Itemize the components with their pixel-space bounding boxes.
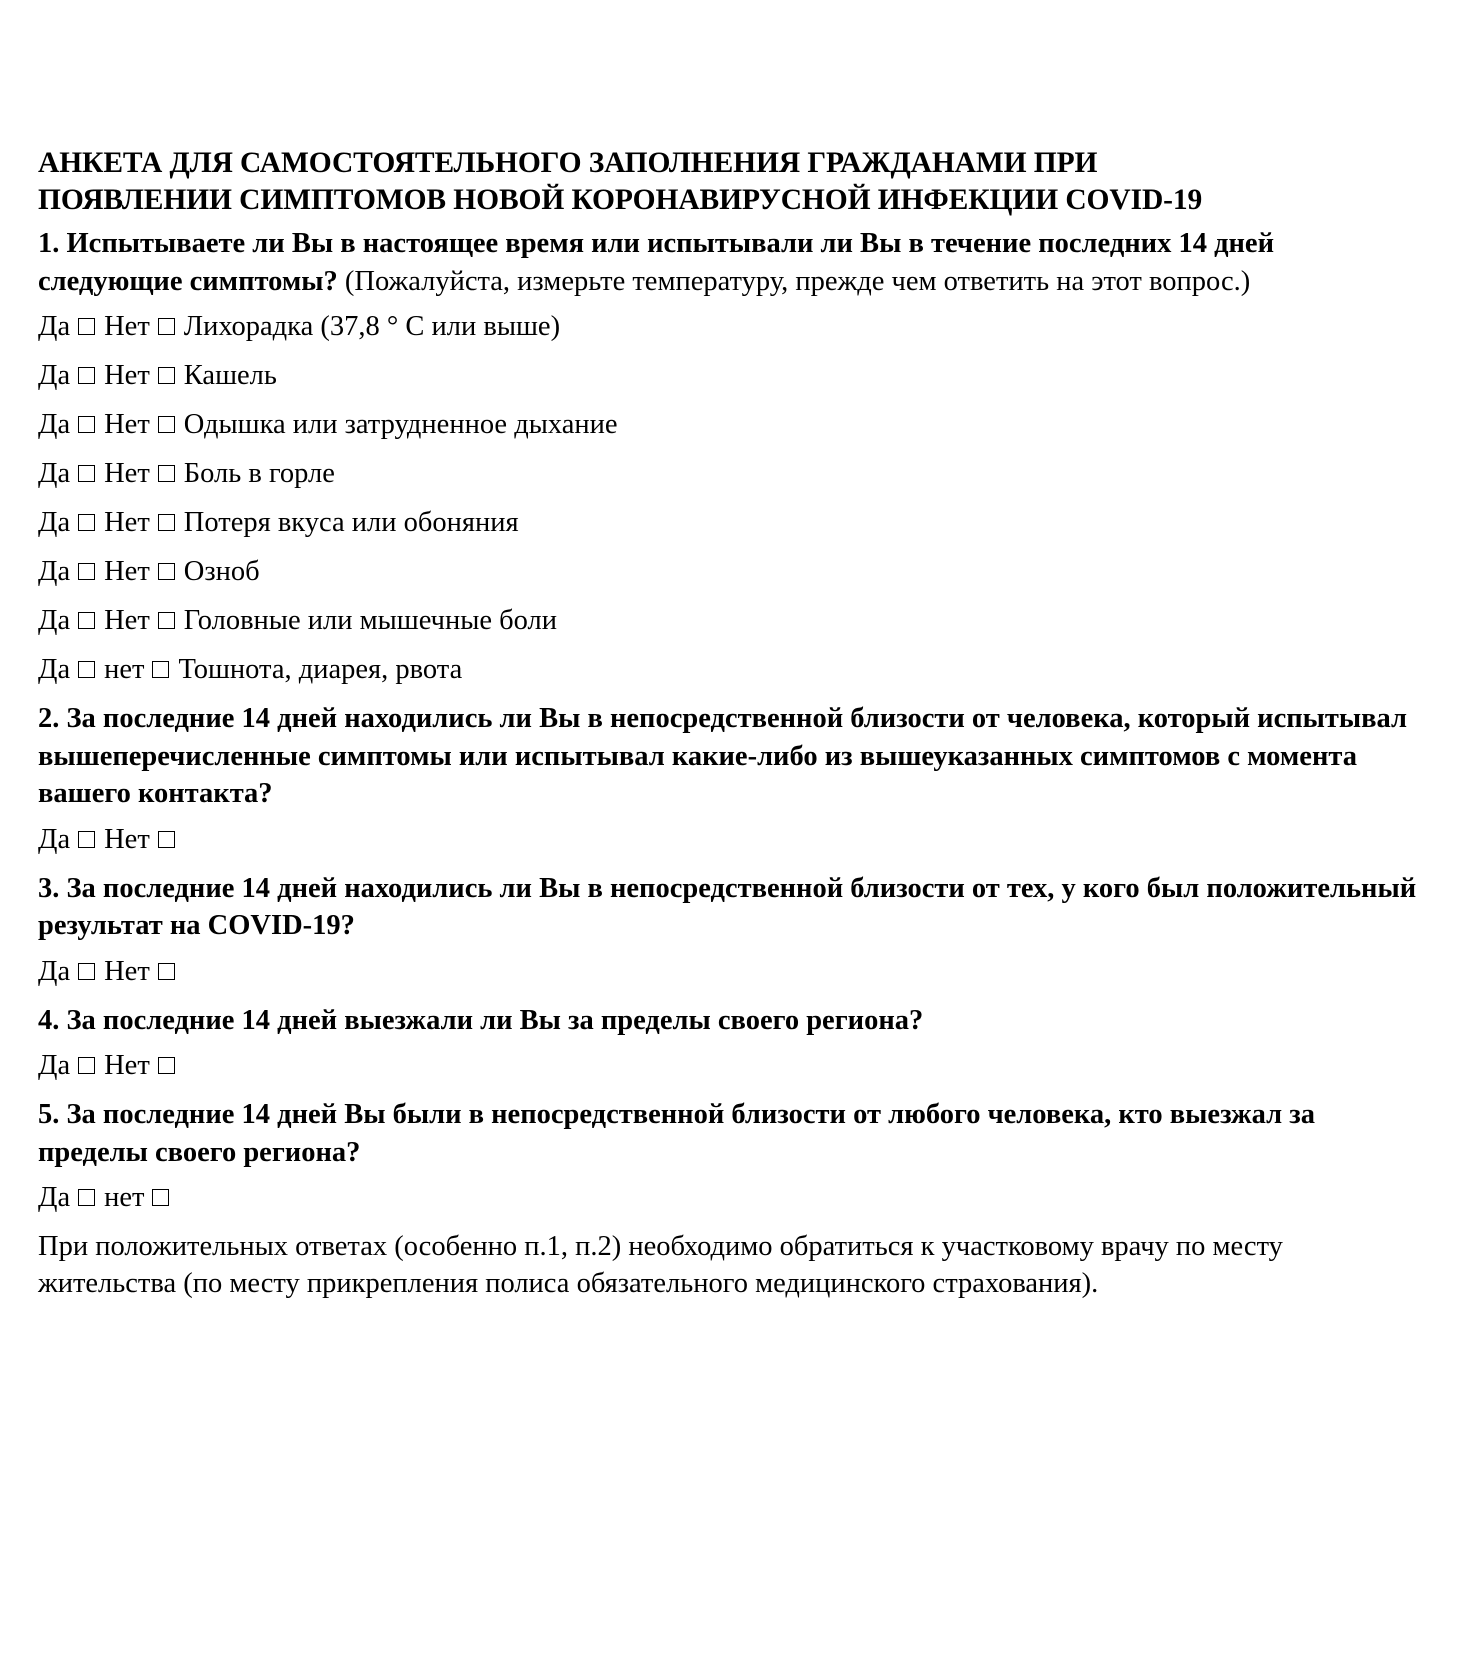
yes-checkbox[interactable]	[78, 514, 95, 531]
yes-checkbox[interactable]	[78, 612, 95, 629]
yes-label: Да	[38, 1182, 71, 1213]
no-label: нет	[104, 1182, 145, 1213]
question-1-note: (Пожалуйста, измерьте температуру, прежде чем ответить на этот вопрос.)	[344, 265, 1251, 297]
yes-checkbox[interactable]	[78, 1057, 95, 1074]
yes-label: Да	[38, 1050, 71, 1081]
no-label: Нет	[104, 605, 150, 636]
symptom-label: Озноб	[183, 556, 260, 587]
symptom-label: Лихорадка (37,8 ° С или выше)	[183, 311, 561, 342]
no-label: Нет	[104, 823, 150, 855]
question-2-number: 2.	[38, 703, 60, 734]
no-checkbox[interactable]	[158, 963, 175, 980]
symptom-label: Кашель	[183, 360, 277, 391]
no-checkbox[interactable]	[152, 1189, 169, 1206]
no-label: Нет	[104, 311, 150, 342]
symptom-label: Одышка или затрудненное дыхание	[183, 409, 618, 440]
question-4	[38, 1002, 1418, 1040]
symptom-row-cough	[38, 357, 1418, 394]
no-checkbox[interactable]	[158, 465, 175, 482]
symptom-row-nausea	[38, 651, 1418, 688]
yes-checkbox[interactable]	[78, 831, 95, 848]
no-label: нет	[104, 654, 145, 685]
yes-label: Да	[38, 409, 71, 440]
yes-checkbox[interactable]	[78, 465, 95, 482]
yes-checkbox[interactable]	[78, 367, 95, 384]
question-5	[38, 1096, 1418, 1171]
yes-checkbox[interactable]	[78, 963, 95, 980]
question-2	[38, 700, 1418, 813]
no-checkbox[interactable]	[158, 612, 175, 629]
title-line-1: АНКЕТА ДЛЯ САМОСТОЯТЕЛЬНОГО ЗАПОЛНЕНИЯ ГРАЖДАНАМИ ПРИ	[38, 147, 1098, 179]
question-3	[38, 870, 1418, 945]
no-label: Нет	[104, 955, 150, 987]
question-3-text: За последние 14 дней находились ли Вы в непосредственной близости от тех, у кого был положительный результат на COVID-19?	[38, 872, 1417, 941]
no-checkbox[interactable]	[158, 563, 175, 580]
no-checkbox[interactable]	[158, 514, 175, 531]
questionnaire-document	[38, 145, 1418, 1302]
question-5-text: За последние 14 дней Вы были в непосредственной близости от любого человека, кто выезжал за пределы своего региона?	[38, 1099, 1315, 1168]
footer-note: При положительных ответах (особенно п.1, п.2) необходимо обратиться к участковому врачу по месту жительства (по месту прикрепления полиса обязательного медицинского страхования).	[38, 1231, 1283, 1299]
question-5-number: 5.	[38, 1099, 60, 1130]
question-5-answers	[38, 1179, 1418, 1216]
document-title	[38, 145, 1418, 219]
yes-checkbox[interactable]	[78, 318, 95, 335]
symptom-row-headache-muscle-pain	[38, 602, 1418, 639]
no-label: Нет	[104, 507, 150, 538]
question-1-text: Испытываете ли Вы в настоящее время или испытывали ли Вы в течение последних 14 дней следующие симптомы?	[38, 228, 1274, 297]
question-3-number: 3.	[38, 872, 60, 904]
yes-label: Да	[38, 654, 71, 685]
no-checkbox[interactable]	[158, 416, 175, 433]
no-label: Нет	[104, 409, 150, 440]
no-checkbox[interactable]	[158, 831, 175, 848]
no-label: Нет	[104, 360, 150, 391]
question-1-number: 1.	[38, 228, 60, 259]
no-label: Нет	[104, 556, 150, 587]
question-2-text: За последние 14 дней находились ли Вы в непосредственной близости от человека, который испытывал вышеперечисленные симптомы или испытывал какие-либо из вышеуказанных симптомов с момента вашего контакта?	[38, 703, 1408, 809]
yes-checkbox[interactable]	[78, 563, 95, 580]
symptom-row-loss-of-taste-smell	[38, 504, 1418, 541]
yes-label: Да	[38, 823, 71, 855]
symptom-row-fever	[38, 308, 1418, 345]
yes-label: Да	[38, 458, 71, 489]
yes-checkbox[interactable]	[78, 1189, 95, 1206]
no-checkbox[interactable]	[152, 661, 169, 678]
yes-checkbox[interactable]	[78, 416, 95, 433]
yes-label: Да	[38, 311, 71, 342]
yes-label: Да	[38, 507, 71, 538]
symptom-label: Тошнота, диарея, рвота	[178, 654, 463, 685]
yes-label: Да	[38, 360, 71, 391]
title-line-2: ПОЯВЛЕНИИ СИМПТОМОВ НОВОЙ КОРОНАВИРУСНОЙ ИНФЕКЦИИ COVID-19	[38, 184, 1203, 216]
question-2-answers	[38, 821, 1418, 858]
yes-label: Да	[38, 955, 71, 987]
question-4-text: За последние 14 дней выезжали ли Вы за пределы своего региона?	[66, 1004, 924, 1036]
question-1	[38, 225, 1418, 300]
no-checkbox[interactable]	[158, 318, 175, 335]
symptom-row-sore-throat	[38, 455, 1418, 492]
question-4-number: 4.	[38, 1004, 60, 1036]
no-label: Нет	[104, 458, 150, 489]
yes-checkbox[interactable]	[78, 661, 95, 678]
symptom-row-chills	[38, 553, 1418, 590]
question-4-answers	[38, 1047, 1418, 1084]
no-checkbox[interactable]	[158, 1057, 175, 1074]
symptom-label: Боль в горле	[183, 458, 335, 489]
no-checkbox[interactable]	[158, 367, 175, 384]
yes-label: Да	[38, 605, 71, 636]
symptom-label: Потеря вкуса или обоняния	[183, 507, 519, 538]
yes-label: Да	[38, 556, 71, 587]
symptom-label: Головные или мышечные боли	[183, 605, 558, 636]
question-3-answers	[38, 953, 1418, 990]
no-label: Нет	[104, 1050, 150, 1081]
symptom-row-shortness-of-breath	[38, 406, 1418, 443]
